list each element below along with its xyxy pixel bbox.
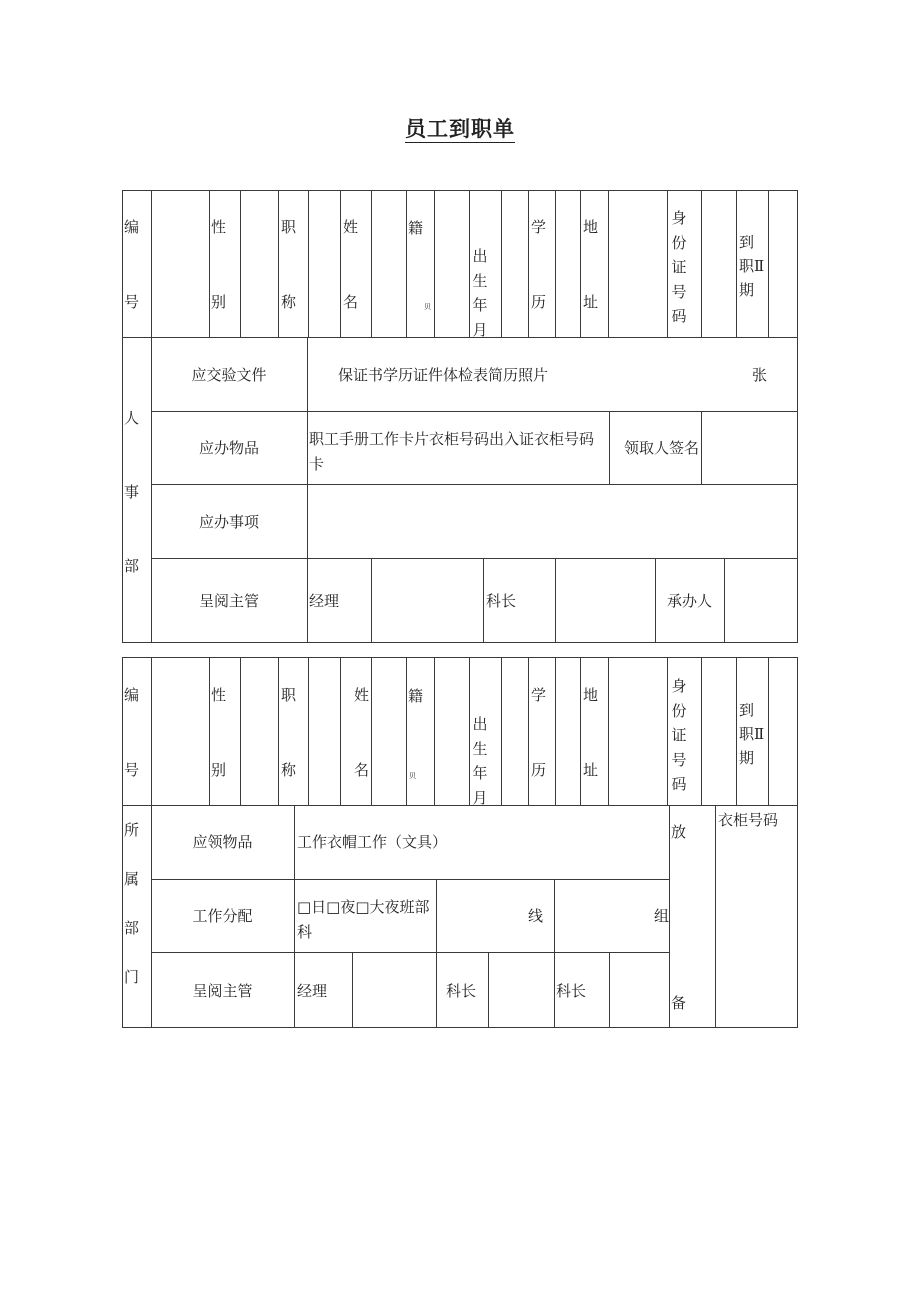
t1-edu-label-top: 学 — [531, 218, 547, 236]
t1-birth-char-3: 年 — [472, 296, 488, 314]
t1-idnum-label — [669, 206, 689, 329]
t2-date-label-1: 到 — [739, 701, 755, 719]
dept-assign-value: □日□夜□大夜班部科 — [297, 898, 430, 941]
t2-address-label-top: 地 — [583, 686, 599, 704]
t1-date-label-2: 职Ⅱ — [739, 257, 765, 275]
hr-handler-label: 承办人 — [667, 592, 713, 610]
dept-section-label-3: 部 — [124, 919, 140, 937]
t2-idnum-char-3: 证 — [671, 726, 687, 744]
hr-receiver-label: 领取人签名 — [624, 439, 700, 457]
t1-idnum-char-3: 证 — [671, 258, 687, 276]
t2-id-label-bottom: 号 — [124, 761, 140, 779]
t2-origin-label: 籍 — [408, 687, 424, 705]
form-title — [0, 113, 920, 143]
dept-review-label: 呈阅主管 — [192, 982, 253, 1000]
t2-date-label-3: 期 — [739, 749, 755, 767]
dept-section-label-4: 门 — [124, 968, 140, 986]
t1-birth-char-2: 生 — [472, 271, 488, 290]
t2-birth-char-3: 年 — [472, 764, 488, 782]
t2-gender-label-top: 性 — [211, 686, 227, 704]
hr-docs-label: 应交验文件 — [191, 366, 267, 384]
hr-items-value: 职工手册工作卡片衣柜号码出入证衣柜号码卡 — [309, 430, 595, 473]
t1-birth-char-4: 月 — [472, 320, 488, 339]
hr-section-label-1: 人 — [124, 409, 140, 427]
t1-name-label-top: 姓 — [343, 218, 359, 236]
t1-address-label-top: 地 — [583, 218, 599, 236]
dept-items-label: 应领物品 — [192, 833, 253, 851]
t2-name-label-top: 姓 — [354, 686, 370, 704]
hr-review-label: 呈阅主管 — [198, 592, 259, 610]
t1-origin-small: 贝 — [424, 303, 431, 311]
hr-manager-label: 经理 — [309, 592, 340, 610]
t2-birth-char-4: 月 — [472, 788, 488, 807]
hr-section-label-2: 事 — [124, 483, 140, 501]
title-text: 员工到职单 — [405, 117, 515, 141]
t2-birth-label — [470, 712, 490, 810]
dept-chief-label-1: 科长 — [446, 982, 477, 1000]
t2-title-label-top: 职 — [281, 686, 297, 704]
hr-section-label-3: 部 — [124, 557, 140, 575]
hr-docs-value: 保证书学历证件体检表简历照片 — [338, 366, 549, 384]
t2-edu-label-top: 学 — [531, 686, 547, 704]
t1-idnum-char-4: 号 — [671, 282, 687, 301]
hr-chief-label: 科长 — [486, 592, 517, 610]
dept-items-value: 工作衣帽工作（文具） — [297, 833, 448, 851]
t1-id-label-bottom: 号 — [124, 293, 140, 311]
t2-address-label-bottom: 址 — [583, 761, 599, 779]
dept-remarks-label-top: 放 — [671, 823, 687, 841]
t2-birth-char-1: 出 — [472, 715, 488, 733]
dept-remarks-label-bottom: 备 — [671, 994, 687, 1012]
t2-idnum-char-4: 号 — [671, 750, 687, 769]
t2-id-label-top: 编 — [124, 686, 140, 704]
dept-section-label-1: 所 — [124, 821, 140, 839]
t1-idnum-char-5: 码 — [671, 307, 687, 325]
t2-birth-char-2: 生 — [472, 739, 488, 758]
t1-title-label-top: 职 — [281, 218, 297, 236]
t1-gender-label-top: 性 — [211, 218, 227, 236]
t1-address-label-bottom: 址 — [583, 293, 599, 311]
hr-items-label: 应办物品 — [198, 439, 259, 457]
t2-title-label-bottom: 称 — [281, 761, 297, 779]
t1-date-label-1: 到 — [739, 233, 755, 251]
t1-birth-char-1: 出 — [472, 247, 488, 265]
t2-date-label-2: 职Ⅱ — [739, 725, 765, 743]
t2-idnum-char-1: 身 — [671, 677, 687, 695]
t1-origin-label: 籍 — [408, 219, 424, 237]
t1-birth-label — [470, 244, 490, 342]
t1-date-label-3: 期 — [739, 281, 755, 299]
dept-chief-label-2: 科长 — [556, 982, 587, 1000]
t2-gender-label-bottom: 别 — [211, 761, 227, 779]
hr-matters-label: 应办事项 — [198, 513, 259, 531]
dept-manager-label: 经理 — [297, 982, 328, 1000]
t1-edu-label-bottom: 历 — [531, 293, 547, 311]
t1-idnum-char-1: 身 — [671, 209, 687, 227]
dept-line-label: 线 — [528, 907, 544, 925]
hr-docs-unit: 张 — [752, 366, 768, 384]
t2-idnum-label — [669, 674, 689, 797]
t2-idnum-char-2: 份 — [671, 701, 687, 720]
t1-gender-label-bottom: 别 — [211, 293, 227, 311]
dept-section-label-2: 属 — [124, 870, 140, 888]
dept-group-label: 组 — [654, 907, 670, 925]
t1-name-label-bottom: 名 — [343, 293, 359, 311]
dept-assign-label: 工作分配 — [192, 907, 253, 925]
t2-idnum-char-5: 码 — [671, 775, 687, 793]
t1-title-label-bottom: 称 — [281, 293, 297, 311]
t2-name-label-bottom: 名 — [354, 761, 370, 779]
t1-id-label-top: 编 — [124, 218, 140, 236]
t1-idnum-char-2: 份 — [671, 233, 687, 252]
t2-origin-small: 贝 — [409, 772, 416, 780]
t2-edu-label-bottom: 历 — [531, 761, 547, 779]
dept-locker-label: 衣柜号码 — [718, 811, 779, 829]
